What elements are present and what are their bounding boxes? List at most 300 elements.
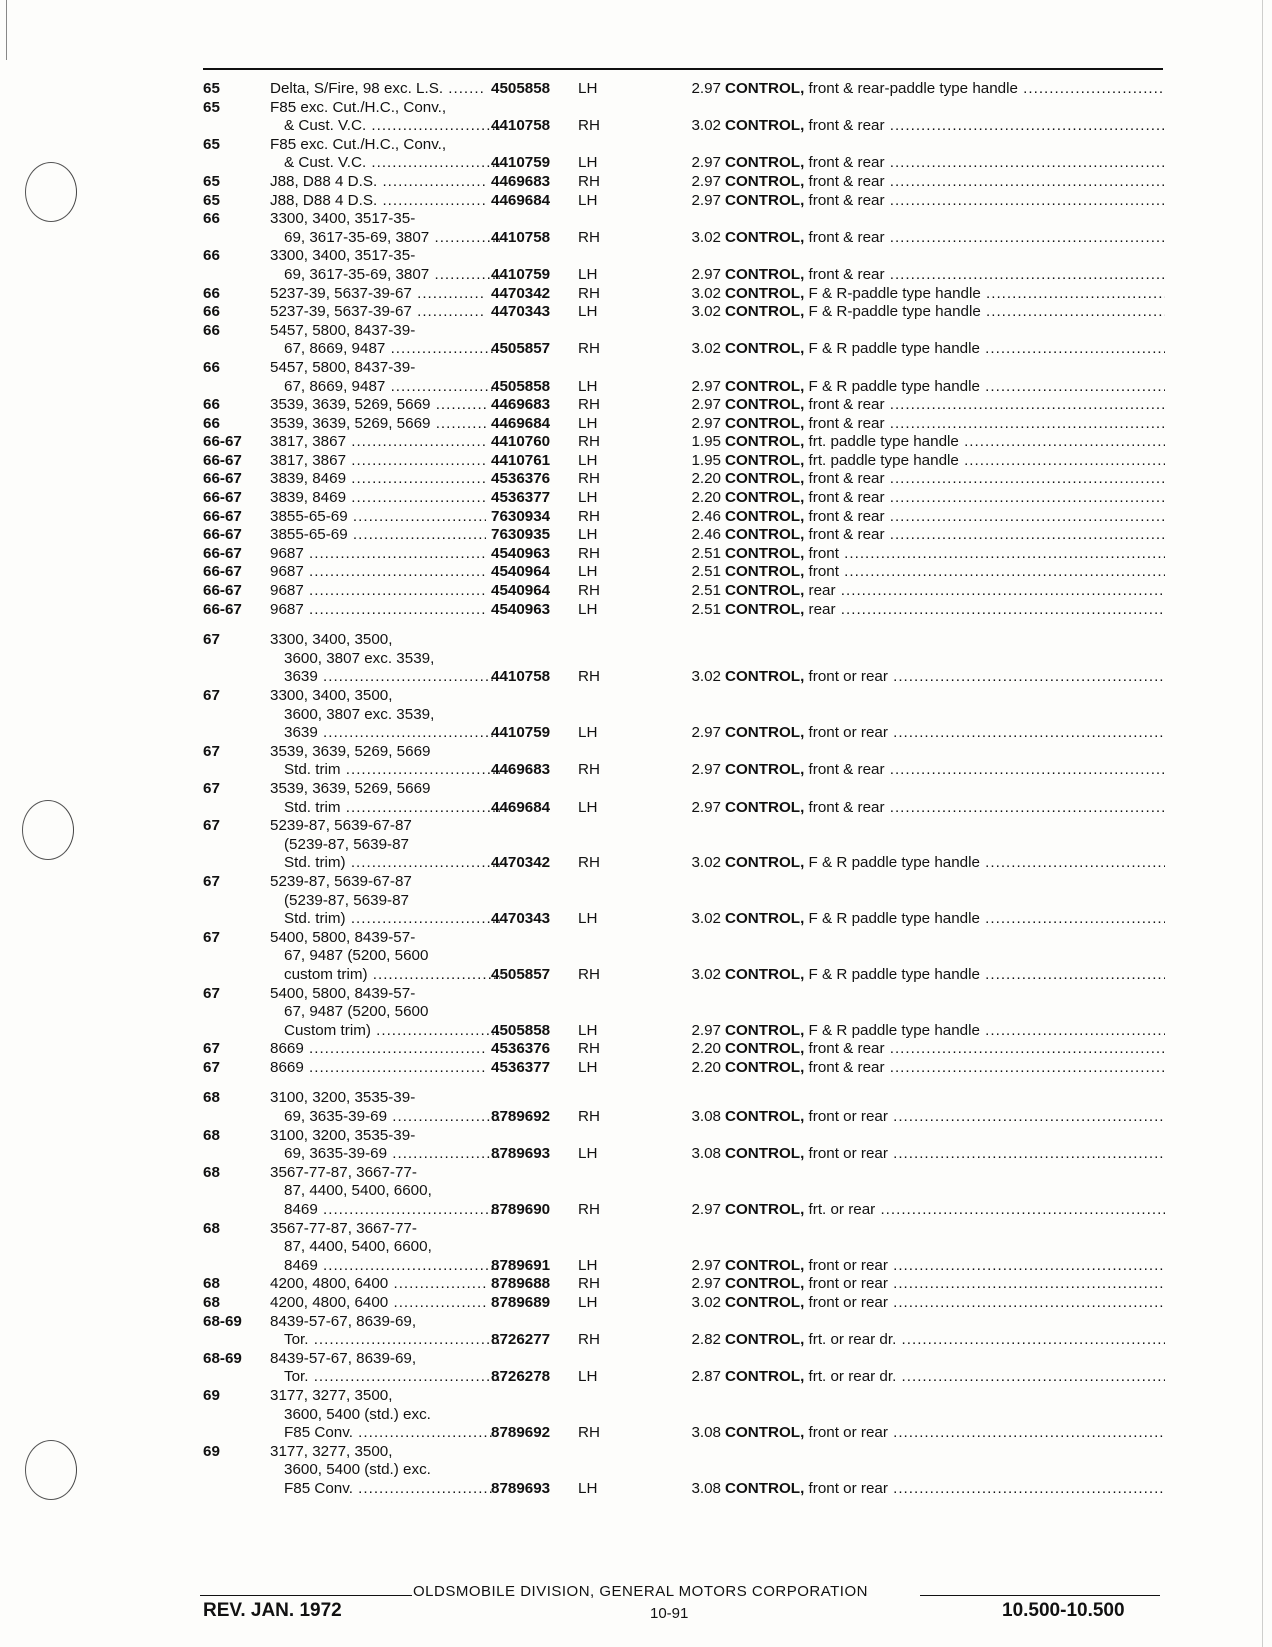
side: RH [578,761,600,779]
description-keyword: CONTROL, [725,1331,805,1349]
description-keyword: CONTROL, [725,1479,805,1497]
application: 3300, 3400, 3517-35- [270,247,416,265]
side: LH [578,80,598,97]
table-row [203,1220,1163,1239]
description-keyword: CONTROL, [725,526,805,544]
price: 3.02 [691,668,721,686]
table-row [203,1201,1163,1220]
description-keyword: CONTROL, [725,1058,805,1076]
description-keyword: CONTROL, [725,228,805,246]
scan-edge-right [1262,0,1263,1647]
description [725,1257,1165,1276]
part-number: 8789692 [491,1108,551,1126]
scan-edge-left [6,0,7,60]
side: RH [578,117,600,135]
table-row [203,631,1163,650]
price: 2.97 [691,191,721,209]
price: 2.51 [691,600,721,618]
side: RH [578,1275,600,1293]
part-number: 4505858 [491,80,551,97]
table-row [203,99,1163,118]
side: RH [578,433,600,451]
side: LH [578,414,598,432]
description [725,1275,1165,1294]
application: 3177, 3277, 3500, [270,1386,393,1404]
application: 3839, 8469 ..... [270,470,486,489]
table-row [203,1461,1163,1480]
description-text: frt. or rear [808,1201,876,1219]
binder-hole-top [25,162,77,222]
table-row [203,489,1163,508]
table-row [203,452,1163,471]
table-row [203,1022,1163,1041]
part-number: 4469683 [491,172,551,190]
description-text: front & rear [808,1058,885,1076]
price: 2.51 [691,582,721,600]
application: 3600, 3807 exc. 3539, [284,649,435,667]
part-number: 8789692 [491,1424,551,1442]
application: 5400, 5800, 8439-57- [270,984,416,1002]
description [725,433,1165,452]
description [725,724,1165,743]
side: LH [578,600,598,618]
price: 2.20 [691,1040,721,1058]
model-year: 67 [203,817,220,835]
application: 5239-87, 5639-67-87 [270,872,412,890]
model-year: 65 [203,80,220,97]
part-number: 8789690 [491,1201,551,1219]
description-keyword: CONTROL, [725,798,805,816]
application: & Cust. V.C. ..... [284,117,500,136]
description-text: front & rear [808,396,885,414]
application: F85 Conv. ..... [284,1480,500,1499]
application: 69, 3635-39-69 ..... [284,1108,500,1127]
part-number: 8789688 [491,1275,551,1293]
description-text: front or rear [808,1108,888,1126]
description-text: front [808,544,839,562]
part-number: 4470343 [491,303,551,321]
application: Delta, S/Fire, 98 exc. L.S. ..... [270,80,486,99]
description-text: F & R-paddle type handle [808,303,981,321]
application: 9687 ..... [270,601,486,620]
table-row [203,192,1163,211]
application: 5237-39, 5637-39-67 ..... [270,285,486,304]
part-number: 4469684 [491,798,551,816]
description-keyword: CONTROL, [725,1256,805,1274]
description-text: front & rear [808,470,885,488]
side: LH [578,1145,598,1163]
application: 5239-87, 5639-67-87 [270,817,412,835]
table-row [203,80,1163,99]
table-row [203,761,1163,780]
table-row [203,985,1163,1004]
description-keyword: CONTROL, [725,1424,805,1442]
description-text: front or rear [808,1256,888,1274]
description [725,601,1165,620]
price: 2.97 [691,1275,721,1293]
description-keyword: CONTROL, [725,284,805,302]
description-keyword: CONTROL, [725,451,805,469]
description-text: F & R paddle type handle [808,965,980,983]
description-text: rear [808,582,836,600]
table-row [203,1127,1163,1146]
description [725,80,1165,99]
price: 2.97 [691,396,721,414]
description-text: front & rear [808,228,885,246]
table-row [203,799,1163,818]
table-row [203,210,1163,229]
side: RH [578,228,600,246]
table-row [203,1164,1163,1183]
description-text: F & R-paddle type handle [808,284,981,302]
description [725,470,1165,489]
table-row [203,1313,1163,1332]
part-number: 4505858 [491,377,551,395]
price: 2.87 [691,1368,721,1386]
description [725,1331,1165,1350]
description [725,1368,1165,1387]
description-keyword: CONTROL, [725,303,805,321]
part-number: 4410758 [491,668,551,686]
model-year: 69 [203,1442,220,1460]
price: 3.02 [691,117,721,135]
description-keyword: CONTROL, [725,117,805,135]
binder-hole-middle [22,800,74,860]
table-row [203,1040,1163,1059]
model-year: 66 [203,210,220,228]
application: 3600, 5400 (std.) exc. [284,1405,431,1423]
side: LH [578,1058,598,1076]
description-keyword: CONTROL, [725,1108,805,1126]
application: (5239-87, 5639-87 [284,891,409,909]
price: 2.97 [691,377,721,395]
table-row [203,545,1163,564]
description-keyword: CONTROL, [725,1021,805,1039]
model-year: 66 [203,321,220,339]
description-text: front & rear [808,117,885,135]
application: 3855-65-69 ..... [270,508,486,527]
description [725,303,1165,322]
part-number: 4410758 [491,117,551,135]
application: 8469 ..... [284,1201,500,1220]
description-text: front & rear [808,172,885,190]
application: F85 exc. Cut./H.C., Conv., [270,135,447,153]
table-row [203,706,1163,725]
part-number: 4469683 [491,761,551,779]
table-row [203,743,1163,762]
application: 3300, 3400, 3500, [270,687,393,704]
table-row [203,1424,1163,1443]
price: 2.97 [691,414,721,432]
description [725,117,1165,136]
side: RH [578,544,600,562]
side: LH [578,724,598,742]
revision-date: REV. JAN. 1972 [203,1600,342,1621]
part-number: 4540964 [491,563,551,581]
description-text: F & R paddle type handle [808,1021,980,1039]
side: LH [578,191,598,209]
price: 1.95 [691,451,721,469]
description-text: front & rear [808,1040,885,1058]
price: 2.97 [691,1201,721,1219]
description-keyword: CONTROL, [725,265,805,283]
table-row [203,396,1163,415]
description-text: F & R paddle type handle [808,377,980,395]
side: LH [578,265,598,283]
application: Custom trim) ..... [284,1022,500,1041]
part-number: 8726277 [491,1331,551,1349]
table-row [203,154,1163,173]
model-year: 68 [203,1126,220,1144]
part-number: 4540963 [491,544,551,562]
description [725,854,1165,873]
description-text: front or rear [808,724,888,742]
part-number: 4469684 [491,191,551,209]
application: F85 Conv. ..... [284,1424,500,1443]
table-row [203,1368,1163,1387]
part-number: 7630934 [491,507,551,525]
application: Std. trim ..... [284,799,500,818]
model-year: 68 [203,1089,220,1107]
description-keyword: CONTROL, [725,563,805,581]
model-year: 67 [203,687,220,704]
model-year: 68 [203,1219,220,1237]
application: 8669 ..... [270,1040,486,1059]
model-year: 66-67 [203,489,242,507]
part-number: 4536377 [491,1058,551,1076]
description [725,761,1165,780]
model-year: 67 [203,1040,220,1058]
application: Std. trim ..... [284,761,500,780]
model-year: 65 [203,172,220,190]
table-row [203,229,1163,248]
application: 3300, 3400, 3517-35- [270,210,416,228]
description-keyword: CONTROL, [725,854,805,872]
model-year: 68-69 [203,1349,242,1367]
description-keyword: CONTROL, [725,154,805,172]
side: RH [578,172,600,190]
application: 67, 9487 (5200, 5600 [284,1003,429,1021]
side: LH [578,1021,598,1039]
application: 3100, 3200, 3535-39- [270,1089,416,1107]
part-number: 4470342 [491,284,551,302]
footer-corporation: OLDSMOBILE DIVISION, GENERAL MOTORS CORPORATION [413,1583,868,1600]
description-keyword: CONTROL, [725,433,805,451]
table-row [203,650,1163,669]
application: (5239-87, 5639-87 [284,835,409,853]
application: J88, D88 4 D.S. ..... [270,192,486,211]
table-row [203,340,1163,359]
application: custom trim) ..... [284,966,500,985]
description-text: frt. or rear dr. [808,1331,897,1349]
application: 3539, 3639, 5269, 5669 [270,779,431,797]
side: RH [578,1201,600,1219]
model-year: 67 [203,1058,220,1076]
price: 1.95 [691,433,721,451]
application: Std. trim) ..... [284,854,500,873]
price: 3.08 [691,1145,721,1163]
table-row [203,910,1163,929]
table-row [203,173,1163,192]
description-text: F & R paddle type handle [808,910,980,928]
side: LH [578,451,598,469]
application: 3567-77-87, 3667-77- [270,1219,417,1237]
description [725,340,1165,359]
description-keyword: CONTROL, [725,507,805,525]
table-row [203,526,1163,545]
table-row [203,1331,1163,1350]
price: 3.02 [691,303,721,321]
description-keyword: CONTROL, [725,544,805,562]
application: 3600, 3807 exc. 3539, [284,705,435,723]
application: F85 exc. Cut./H.C., Conv., [270,98,447,116]
description-keyword: CONTROL, [725,1368,805,1386]
description-text: front or rear [808,1275,888,1293]
description-keyword: CONTROL, [725,470,805,488]
price: 2.20 [691,489,721,507]
application: 3855-65-69 ..... [270,526,486,545]
application: 3567-77-87, 3667-77- [270,1163,417,1181]
description [725,799,1165,818]
description [725,378,1165,397]
description [725,173,1165,192]
price: 2.51 [691,544,721,562]
application: 87, 4400, 5400, 6600, [284,1238,432,1256]
part-number: 4470343 [491,910,551,928]
price: 3.02 [691,340,721,358]
application: 69, 3635-39-69 ..... [284,1145,500,1164]
side: RH [578,582,600,600]
description [725,415,1165,434]
model-year: 66-67 [203,600,242,618]
table-row [203,1059,1163,1078]
application: 3639 ..... [284,668,500,687]
application: & Cust. V.C. ..... [284,154,500,173]
part-number: 4505858 [491,1021,551,1039]
description [725,1480,1165,1499]
model-year: 66 [203,284,220,302]
application: 3539, 3639, 5269, 5669 [270,742,431,760]
table-row [203,117,1163,136]
description [725,526,1165,545]
application: 87, 4400, 5400, 6600, [284,1182,432,1200]
table-row [203,1350,1163,1369]
table-row [203,303,1163,322]
description-text: front & rear-paddle type handle [808,80,1018,97]
side: LH [578,563,598,581]
price: 2.51 [691,563,721,581]
description [725,396,1165,415]
model-year: 66 [203,358,220,376]
part-number: 4536376 [491,1040,551,1058]
description [725,285,1165,304]
table-row [203,1387,1163,1406]
description-text: front or rear [808,1145,888,1163]
table-row [203,780,1163,799]
application: 5457, 5800, 8437-39- [270,358,416,376]
description-text: front [808,563,839,581]
side: RH [578,340,600,358]
table-row [203,136,1163,155]
description-text: front & rear [808,414,885,432]
section-number: 10.500-10.500 [1002,1600,1125,1621]
table-row [203,929,1163,948]
description [725,1145,1165,1164]
side: LH [578,303,598,321]
model-year: 66 [203,396,220,414]
table-row [203,1182,1163,1201]
part-number: 4410759 [491,724,551,742]
table-row [203,1257,1163,1276]
application: 3817, 3867 ..... [270,452,486,471]
price: 3.02 [691,854,721,872]
application: 4200, 4800, 6400 ..... [270,1294,486,1313]
price: 2.20 [691,1058,721,1076]
description [725,1040,1165,1059]
description-text: frt. paddle type handle [808,433,959,451]
part-number: 4536377 [491,489,551,507]
table-row [203,433,1163,452]
model-year: 67 [203,742,220,760]
footer-rule-right [920,1595,1160,1596]
price: 2.97 [691,798,721,816]
table-row [203,508,1163,527]
application: 9687 ..... [270,563,486,582]
side: RH [578,507,600,525]
model-year: 66-67 [203,544,242,562]
table-row [203,1003,1163,1022]
side: LH [578,377,598,395]
description [725,229,1165,248]
description [725,1022,1165,1041]
table-row [203,601,1163,620]
table-row [203,966,1163,985]
description-text: front & rear [808,154,885,172]
application: 8439-57-67, 8639-69, [270,1312,417,1330]
side: RH [578,470,600,488]
part-number: 7630935 [491,526,551,544]
description [725,910,1165,929]
price: 3.08 [691,1108,721,1126]
table-row [203,873,1163,892]
table-row [203,1443,1163,1462]
part-number: 4469683 [491,396,551,414]
table-row [203,687,1163,706]
model-year: 68-69 [203,1312,242,1330]
description [725,1201,1165,1220]
table-row [203,724,1163,743]
part-number: 8789693 [491,1145,551,1163]
part-number: 4540963 [491,600,551,618]
table-row [203,470,1163,489]
model-year: 66 [203,247,220,265]
part-number: 4410759 [491,265,551,283]
part-number: 8789689 [491,1294,551,1311]
description [725,452,1165,471]
description [725,1424,1165,1443]
model-year: 66-67 [203,451,242,469]
table-row [203,563,1163,582]
top-rule [203,68,1163,70]
side: RH [578,1331,600,1349]
description [725,582,1165,601]
description-keyword: CONTROL, [725,1145,805,1163]
side: RH [578,854,600,872]
description [725,668,1165,687]
model-year: 68 [203,1275,220,1293]
model-year: 66-67 [203,582,242,600]
model-year: 66-67 [203,507,242,525]
